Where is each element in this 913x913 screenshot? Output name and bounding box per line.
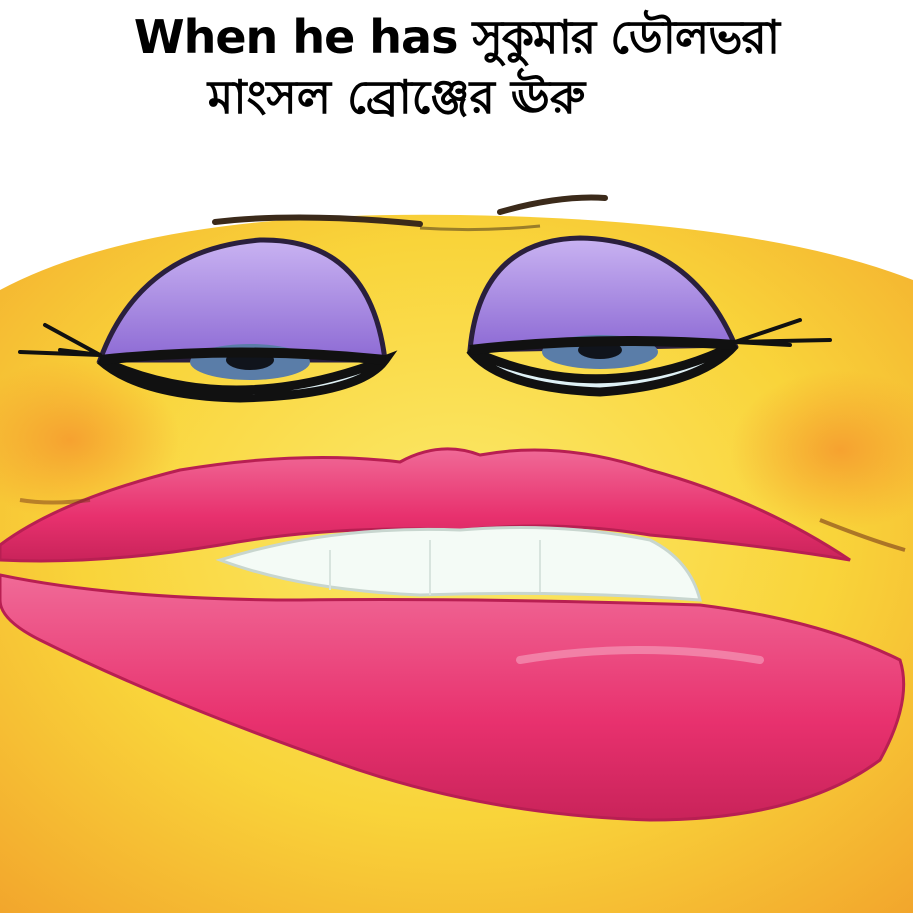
meme-caption [0, 8, 913, 178]
caption-line-2: মাংসল ব্রোঞ্জের ঊরু [207, 69, 586, 124]
caption-line-1: When he has সুকুমার ডৌলভরা [133, 10, 780, 64]
right-eyebrow [500, 198, 605, 212]
